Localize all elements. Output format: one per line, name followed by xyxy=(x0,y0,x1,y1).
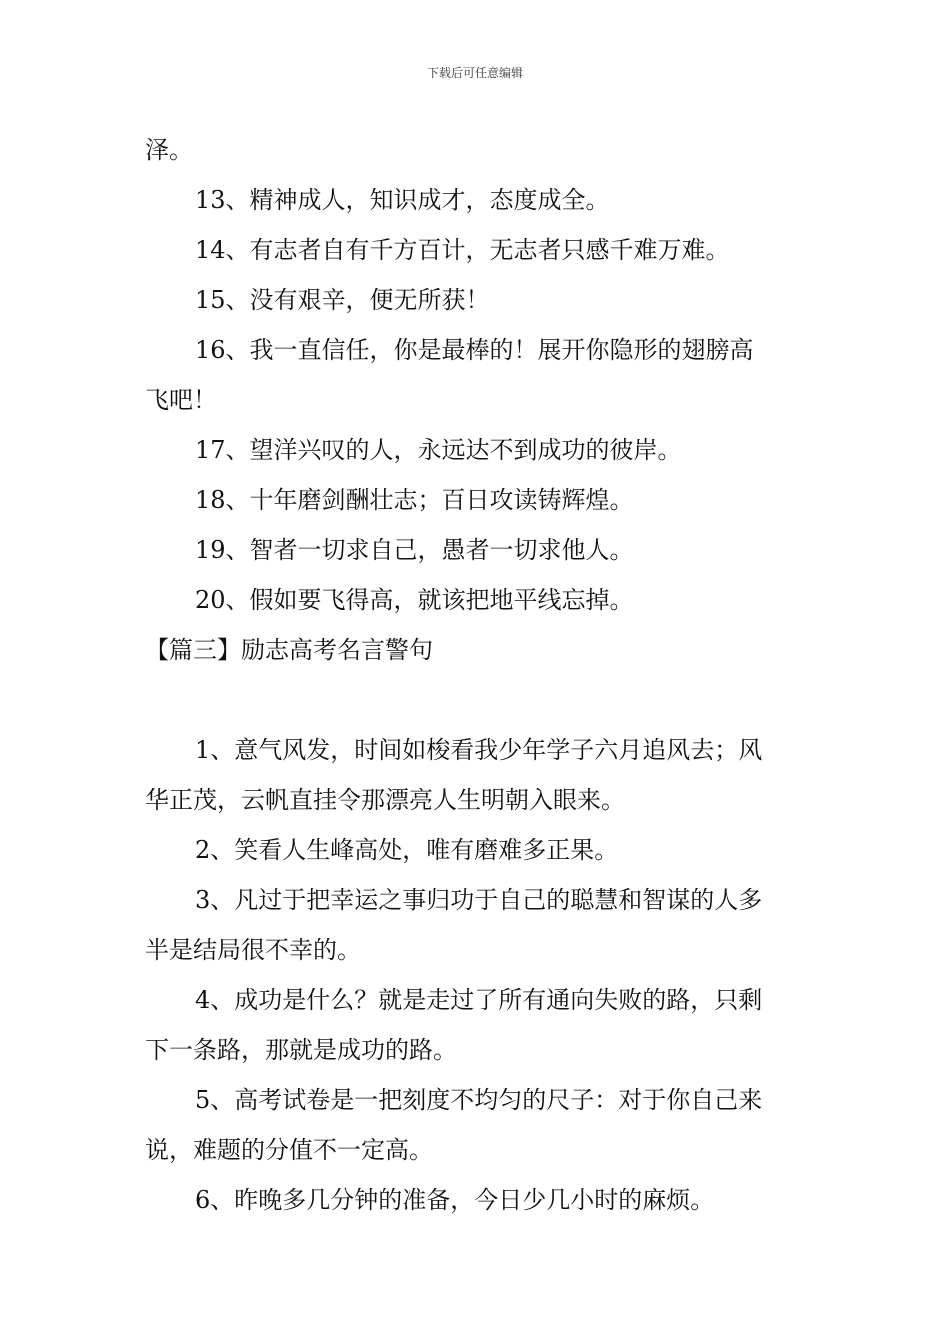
paragraph-line: 17、望洋兴叹的人，永远达不到成功的彼岸。 xyxy=(195,436,682,464)
paragraph-line: 下一条路，那就是成功的路。 xyxy=(145,1036,457,1064)
paragraph-line: 6、昨晚多几分钟的准备，今日少几小时的麻烦。 xyxy=(195,1186,715,1214)
paragraph-line: 华正茂，云帆直挂令那漂亮人生明朝入眼来。 xyxy=(145,786,625,814)
paragraph-line: 半是结局很不幸的。 xyxy=(145,936,361,964)
paragraph-line: 13、精神成人，知识成才，态度成全。 xyxy=(195,186,610,214)
paragraph-line: 说，难题的分值不一定高。 xyxy=(145,1136,433,1164)
paragraph-line: 14、有志者自有千方百计，无志者只感千难万难。 xyxy=(195,236,730,264)
paragraph-line: 3、凡过于把幸运之事归功于自己的聪慧和智谋的人多 xyxy=(195,886,763,914)
blank-line xyxy=(145,675,810,725)
paragraph-line: 1、意气风发，时间如梭看我少年学子六月追风去；风 xyxy=(195,736,763,764)
section-heading: 【篇三】励志高考名言警句 xyxy=(145,636,433,664)
paragraph-line: 19、智者一切求自己，愚者一切求他人。 xyxy=(195,536,634,564)
paragraph-line: 泽。 xyxy=(145,136,193,164)
paragraph-line: 5、高考试卷是一把刻度不均匀的尺子：对于你自己来 xyxy=(195,1086,763,1114)
paragraph-line: 4、成功是什么？就是走过了所有通向失败的路，只剩 xyxy=(195,986,763,1014)
paragraph-line: 2、笑看人生峰高处，唯有磨难多正果。 xyxy=(195,836,619,864)
page-header: 下载后可任意编辑 xyxy=(426,66,523,80)
paragraph-line: 18、十年磨剑酬壮志；百日攻读铸辉煌。 xyxy=(195,486,634,514)
paragraph-line: 16、我一直信任，你是最棒的！展开你隐形的翅膀高 xyxy=(195,336,754,364)
paragraph-line: 飞吧！ xyxy=(145,386,217,414)
paragraph-line: 20、假如要飞得高，就该把地平线忘掉。 xyxy=(195,586,634,614)
paragraph-line: 15、没有艰辛，便无所获！ xyxy=(195,286,490,314)
document-body xyxy=(145,125,810,1225)
